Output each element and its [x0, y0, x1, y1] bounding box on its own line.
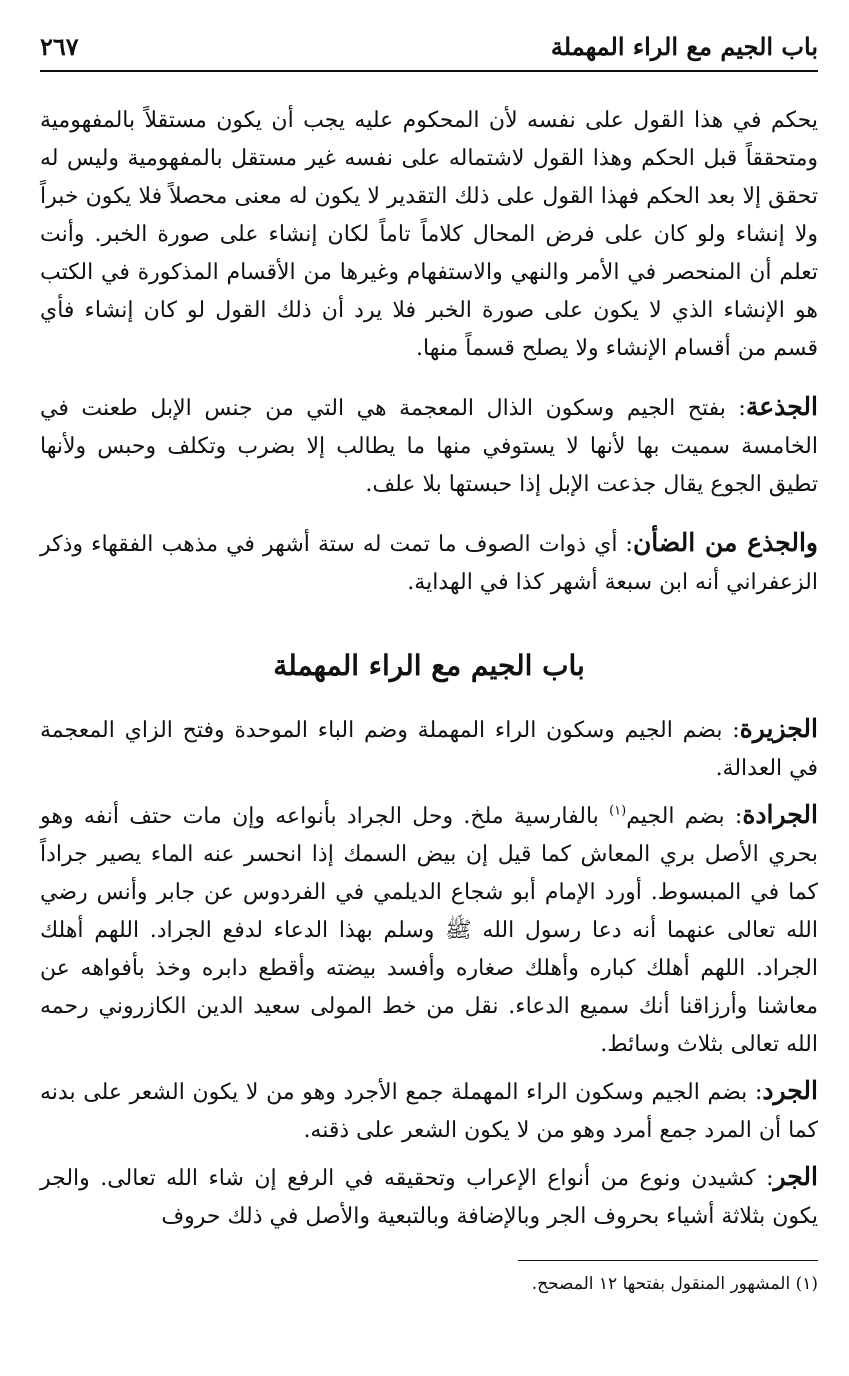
running-title: باب الجيم مع الراء المهملة	[550, 32, 818, 61]
entry-term: الجزيرة	[739, 714, 818, 743]
section-title: باب الجيم مع الراء المهملة	[273, 649, 585, 682]
entry-text: : بضم الجيم	[626, 804, 743, 829]
entry-text: : بفتح الجيم وسكون الذال المعجمة هي التي من جنس الإبل طعنت في الخامسة سميت بها لأنها لا يستوفي منها ما يطالب إلا بضرب وتكلف وحبس ولأنها تطيق الجوع يقال جذعت الإبل إذا حبستها بلا علف.	[40, 396, 818, 497]
running-header	[40, 30, 818, 72]
entry-jarada	[40, 796, 818, 1064]
footnote-marker: (١)	[795, 1274, 818, 1294]
entry-text: : كشيدن ونوع من أنواع الإعراب وتحقيقه في الرفع إن شاء الله تعالى. والجر يكون بثلاثة أشياء بحروف الجر وبالإضافة وبالتبعية والأصل في ذلك حروف	[40, 1166, 818, 1229]
entry-jadha-min-addaan	[40, 524, 818, 602]
book-page	[40, 30, 818, 1294]
paragraph-text: يحكم في هذا القول على نفسه لأن المحكوم عليه يجب أن يكون مستقلاً بالمفهومية ومتحققاً قبل الحكم وهذا القول لاشتماله على نفسه غير مستقل بالمفهومية وليس له تحقق إلا بعد الحكم فهذا القول على ذلك التقدير لا يكون له معنى محصلاً فلا يكون خبراً ولا إنشاء ولو كان على فرض المحال كلاماً تاماً لكان إنشاء على صورة الخبر. وأنت تعلم أن المنحصر في الأمر والنهي والاستفهام وغيرها من الأقسام المذكورة في الكتب هو الإنشاء الذي لا يكون على صورة الخبر فلا يرد أن ذلك القول لو كان إنشاء فأي قسم من أقسام الإنشاء ولا يصلح قسماً منها.	[40, 108, 818, 361]
entry-text: : بضم الجيم وسكون الراء المهملة جمع الأجرد وهو من لا يكون الشعر على بدنه كما أن المرد جمع أمرد وهو من لا يكون الشعر على ذقنه.	[40, 1080, 818, 1143]
paragraph-continuation	[40, 102, 818, 368]
entry-text: : أي ذوات الصوف ما تمت له ستة أشهر في مذهب الفقهاء وذكر الزعفراني أنه ابن سبعة أشهر كذا في الهداية.	[40, 532, 818, 595]
entry-term: الجر	[773, 1162, 818, 1191]
footnote	[40, 1270, 818, 1298]
entry-jarr	[40, 1158, 818, 1236]
entry-term: الجذعة	[745, 392, 818, 421]
page-body	[40, 102, 818, 1236]
entry-term: الجرادة	[742, 800, 818, 829]
entry-jadhaa	[40, 388, 818, 504]
entry-jurd	[40, 1072, 818, 1150]
entry-term: الجرد	[762, 1076, 818, 1105]
footnote-divider	[518, 1260, 818, 1261]
footnote-reference[interactable]: (١)	[609, 803, 627, 819]
entry-text: : بضم الجيم وسكون الراء المهملة وضم الباء الموحدة وفتح الزاي المعجمة في العدالة.	[40, 718, 818, 781]
page-number: ٢٦٧	[40, 32, 79, 61]
entry-jazira	[40, 710, 818, 788]
footnote-text: المشهور المنقول بفتحها ١٢ المصحح.	[531, 1274, 791, 1294]
entry-text: بالفارسية ملخ. وحل الجراد بأنواعه وإن مات حتف أنفه وهو بحري الأصل بري المعاش كما قيل إن بيض السمك إذا انحسر عنه الماء يصير جراداً كما في المبسوط. أورد الإمام أبو شجاع الديلمي في الفردوس عن جابر وأنس رضي الله تعالى عنهما أنه دعا رسول الله ﷺ وسلم بهذا الدعاء لدفع الجراد. اللهم أهلك الجراد. اللهم أهلك كباره وأهلك صغاره وأفسد بيضته وأقطع دابره وخذ بأفواهه عن معاشنا وأرزاقنا أنك سميع الدعاء. نقل من خط المولى سعيد الدين الكازروني رحمه الله تعالى بثلاث وسائط.	[40, 804, 818, 1057]
entry-term: والجذع من الضأن	[632, 528, 818, 557]
